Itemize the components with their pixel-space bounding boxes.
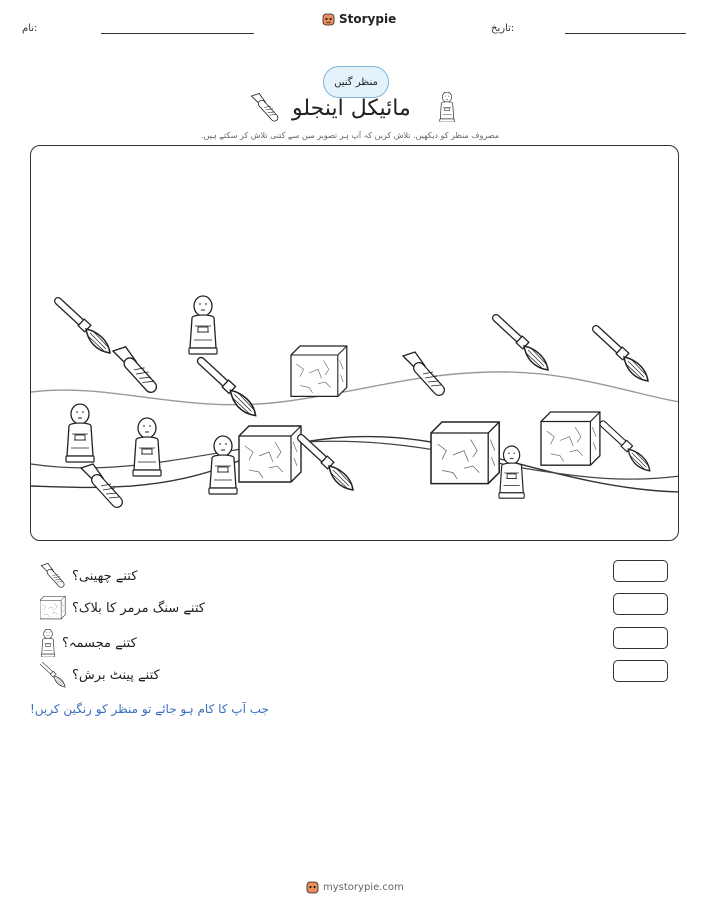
date-label: تاریخ: <box>491 23 515 34</box>
question-row-chisel <box>40 563 137 589</box>
question-row-marble <box>40 596 205 620</box>
paintbrush <box>596 329 648 381</box>
marble-block <box>291 346 347 396</box>
statue <box>66 404 94 462</box>
storypie-mascot-icon <box>322 12 335 26</box>
question-text: کتنے سنگ مرمر کا بلاک؟ <box>72 600 205 616</box>
marble-block <box>541 412 600 465</box>
storypie-mascot-icon <box>306 880 319 894</box>
answer-box-statue[interactable] <box>613 627 668 649</box>
chisel <box>113 347 153 387</box>
page-title: مائیکل اینجلو <box>292 96 411 121</box>
statue-icon <box>40 629 56 657</box>
footer-site <box>306 880 404 894</box>
chisel <box>403 352 441 390</box>
question-text: کتنے پینٹ برش؟ <box>72 667 160 683</box>
statue-icon <box>437 92 457 122</box>
paintbrush <box>603 424 650 471</box>
chisel-icon <box>250 93 280 123</box>
statue <box>209 436 237 494</box>
answer-box-marble[interactable] <box>613 593 668 615</box>
date-line[interactable] <box>565 33 686 34</box>
site-url[interactable]: mystorypie.com <box>323 881 404 893</box>
statue <box>133 418 161 476</box>
chisel-icon <box>40 563 66 589</box>
paintbrush <box>496 318 548 370</box>
scene-panel <box>30 145 679 541</box>
category-pill: منظر گنیں <box>323 66 389 98</box>
instructions: مصروف منظر کو دیکھیں. تلاش کریں کہ آپ ہر تصویر میں سے کتنی تلاش کر سکتے ہیں. <box>200 131 500 140</box>
question-row-paintbrush <box>40 662 160 688</box>
coloring-note: جب آپ کا کام ہو جائے تو منظر کو رنگین کریں! <box>30 702 269 716</box>
paintbrush-icon <box>40 662 66 688</box>
storypie-logo <box>322 12 396 26</box>
statue <box>499 446 524 498</box>
answer-box-chisel[interactable] <box>613 560 668 582</box>
statue <box>189 296 217 354</box>
paintbrush <box>301 438 353 490</box>
marble-block-icon <box>40 596 66 620</box>
marble-block <box>431 422 499 484</box>
marble-block <box>239 426 301 482</box>
question-text: کتنے مجسمہ؟ <box>62 635 137 651</box>
brand-name: Storypie <box>339 12 397 26</box>
question-text: کتنے چھینی؟ <box>72 568 138 584</box>
chisel <box>81 464 119 502</box>
scene-illustration <box>31 146 679 541</box>
name-line[interactable] <box>101 33 254 34</box>
question-row-statue <box>40 629 137 657</box>
name-label: نام: <box>22 23 38 34</box>
paintbrush <box>201 361 256 416</box>
paintbrush <box>58 301 110 353</box>
answer-box-paintbrush[interactable] <box>613 660 668 682</box>
hill-line-back <box>31 372 679 405</box>
